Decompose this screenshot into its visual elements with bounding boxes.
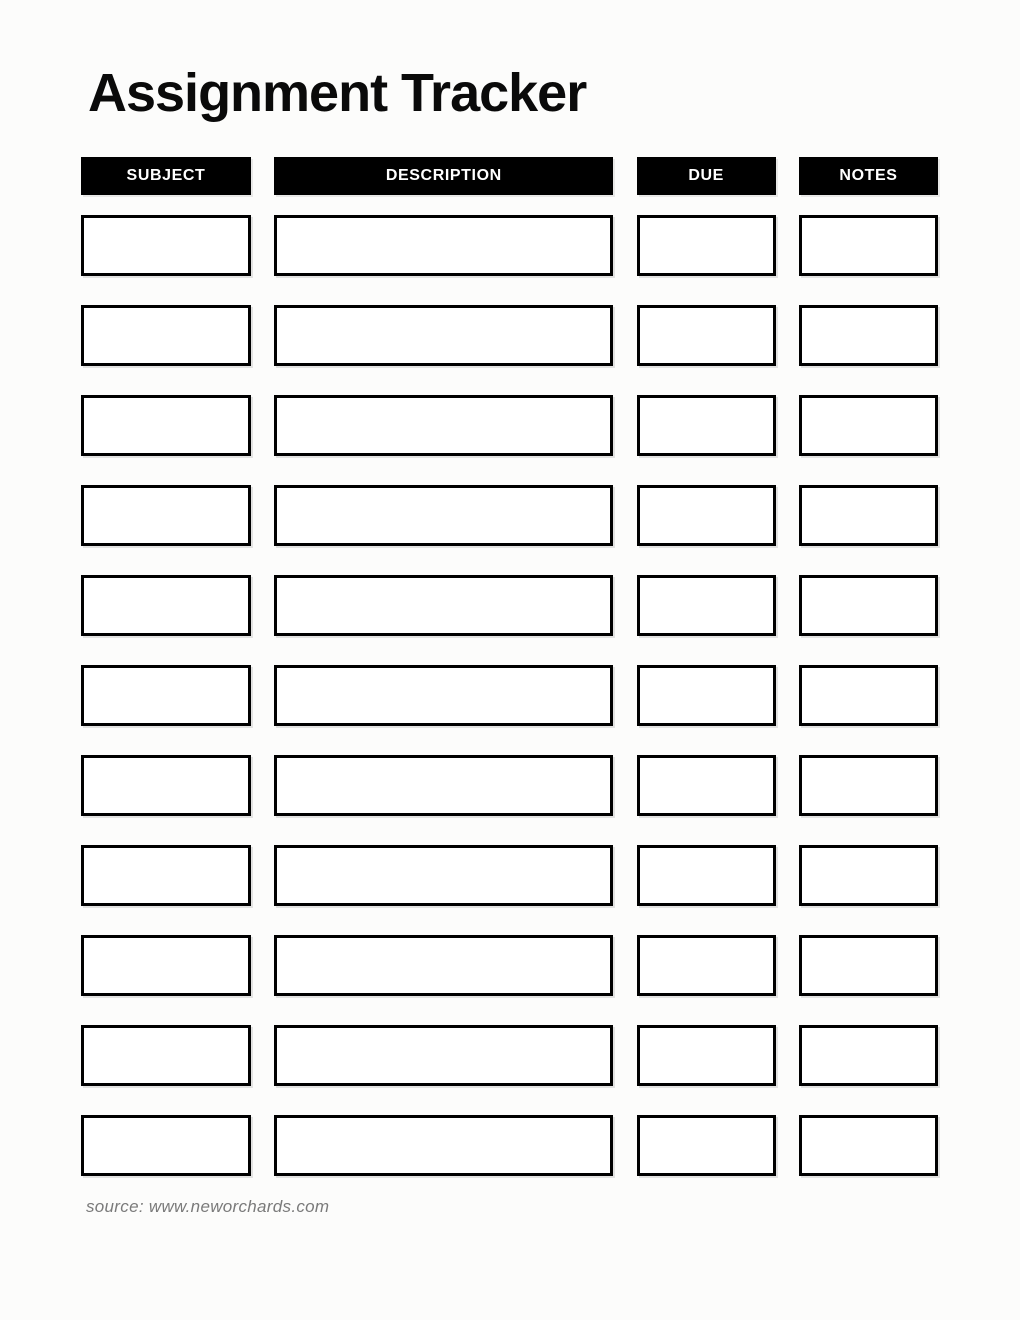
due-cell bbox=[637, 845, 776, 906]
table-row bbox=[81, 575, 938, 636]
subject-cell bbox=[81, 665, 251, 726]
notes-cell bbox=[799, 755, 938, 816]
notes-cell bbox=[799, 665, 938, 726]
subject-cell bbox=[81, 575, 251, 636]
due-cell bbox=[637, 1115, 776, 1176]
table-row bbox=[81, 1025, 938, 1086]
due-cell bbox=[637, 305, 776, 366]
table-row bbox=[81, 395, 938, 456]
notes-cell bbox=[799, 485, 938, 546]
due-cell bbox=[637, 1025, 776, 1086]
notes-cell bbox=[799, 1115, 938, 1176]
table-row bbox=[81, 305, 938, 366]
table-row bbox=[81, 215, 938, 276]
table-rows bbox=[81, 215, 938, 1176]
column-header-description: DESCRIPTION bbox=[274, 157, 613, 195]
subject-cell bbox=[81, 305, 251, 366]
due-cell bbox=[637, 755, 776, 816]
description-cell bbox=[274, 1115, 613, 1176]
description-cell bbox=[274, 575, 613, 636]
due-cell bbox=[637, 935, 776, 996]
notes-cell bbox=[799, 845, 938, 906]
table-row bbox=[81, 485, 938, 546]
description-cell bbox=[274, 935, 613, 996]
assignment-table bbox=[81, 157, 938, 1176]
notes-cell bbox=[799, 935, 938, 996]
table-row bbox=[81, 1115, 938, 1176]
description-cell bbox=[274, 395, 613, 456]
table-header-row bbox=[81, 157, 938, 195]
table-row bbox=[81, 935, 938, 996]
notes-cell bbox=[799, 215, 938, 276]
subject-cell bbox=[81, 395, 251, 456]
subject-cell bbox=[81, 215, 251, 276]
subject-cell bbox=[81, 1025, 251, 1086]
description-cell bbox=[274, 755, 613, 816]
description-cell bbox=[274, 305, 613, 366]
subject-cell bbox=[81, 935, 251, 996]
source-attribution: source: www.neworchards.com bbox=[86, 1197, 330, 1216]
subject-cell bbox=[81, 1115, 251, 1176]
notes-cell bbox=[799, 575, 938, 636]
table-row bbox=[81, 665, 938, 726]
subject-cell bbox=[81, 755, 251, 816]
description-cell bbox=[274, 485, 613, 546]
description-cell bbox=[274, 215, 613, 276]
column-header-notes: NOTES bbox=[799, 157, 938, 195]
table-row bbox=[81, 755, 938, 816]
description-cell bbox=[274, 1025, 613, 1086]
notes-cell bbox=[799, 395, 938, 456]
due-cell bbox=[637, 665, 776, 726]
page-title: Assignment Tracker bbox=[88, 63, 587, 123]
description-cell bbox=[274, 665, 613, 726]
column-header-due: DUE bbox=[637, 157, 776, 195]
due-cell bbox=[637, 395, 776, 456]
table-row bbox=[81, 845, 938, 906]
description-cell bbox=[274, 845, 613, 906]
subject-cell bbox=[81, 485, 251, 546]
notes-cell bbox=[799, 1025, 938, 1086]
subject-cell bbox=[81, 845, 251, 906]
due-cell bbox=[637, 215, 776, 276]
due-cell bbox=[637, 485, 776, 546]
column-header-subject: SUBJECT bbox=[81, 157, 251, 195]
due-cell bbox=[637, 575, 776, 636]
notes-cell bbox=[799, 305, 938, 366]
